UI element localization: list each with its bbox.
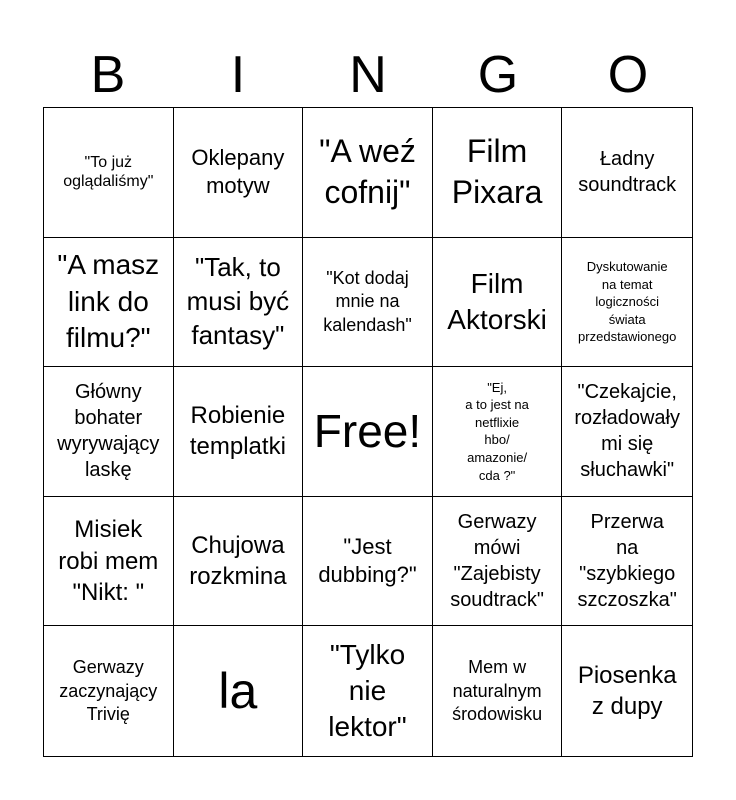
bingo-cell[interactable]: "Czekajcie, rozładowały mi się słuchawki" bbox=[562, 367, 692, 497]
bingo-cell[interactable]: Oklepany motyw bbox=[174, 108, 304, 238]
header-letter-g: G bbox=[477, 46, 519, 104]
bingo-cell[interactable]: "A masz link do filmu?" bbox=[44, 238, 174, 368]
header-letter-i: I bbox=[230, 46, 246, 104]
bingo-cell[interactable]: "Tak, to musi być fantasy" bbox=[174, 238, 304, 368]
bingo-cell[interactable]: Chujowa rozkmina bbox=[174, 497, 304, 627]
bingo-cell[interactable]: "A weź cofnij" bbox=[303, 108, 433, 238]
bingo-cell[interactable]: "Jest dubbing?" bbox=[303, 497, 433, 627]
header-letter-o: O bbox=[607, 46, 649, 104]
bingo-cell[interactable]: Główny bohater wyrywający laskę bbox=[44, 367, 174, 497]
bingo-cell[interactable]: Misiek robi mem "Nikt: " bbox=[44, 497, 174, 627]
bingo-cell[interactable]: Piosenka z dupy bbox=[577, 662, 677, 721]
bingo-cell[interactable]: "Ej, a to jest na netflixie hbo/ amazonie/ cda ?" bbox=[433, 367, 563, 497]
bingo-cell[interactable]: Przerwa na "szybkiego szczoszka" bbox=[562, 497, 692, 627]
bingo-cell[interactable]: Film Pixara bbox=[433, 108, 563, 238]
bingo-cell[interactable]: Robienie templatki bbox=[174, 367, 304, 497]
bingo-cell[interactable]: Ładny soundtrack bbox=[562, 108, 692, 238]
bingo-cell[interactable]: Film Aktorski bbox=[433, 238, 563, 368]
bingo-cell[interactable]: Mem w naturalnym środowisku bbox=[433, 626, 563, 756]
bingo-cell[interactable]: "Kot dodaj mnie na kalendash" bbox=[303, 238, 433, 368]
bingo-board bbox=[43, 107, 693, 757]
header-letter-n: N bbox=[349, 46, 387, 104]
bingo-cell[interactable]: "Tylko nie lektor" bbox=[303, 626, 433, 756]
bingo-cell[interactable]: la bbox=[174, 626, 304, 756]
bingo-cell[interactable]: "To już oglądaliśmy" bbox=[44, 108, 174, 238]
bingo-cell[interactable]: Gerwazy mówi "Zajebisty soudtrack" bbox=[433, 497, 563, 627]
bingo-header bbox=[43, 44, 693, 106]
bingo-cell[interactable]: Dyskutowanie na temat logiczności świata przedstawionego bbox=[562, 238, 692, 368]
header-letter-b: B bbox=[90, 46, 126, 104]
bingo-cell[interactable]: Gerwazy zaczynający Trivię bbox=[44, 626, 174, 756]
free-cell[interactable]: Free! bbox=[303, 367, 433, 497]
